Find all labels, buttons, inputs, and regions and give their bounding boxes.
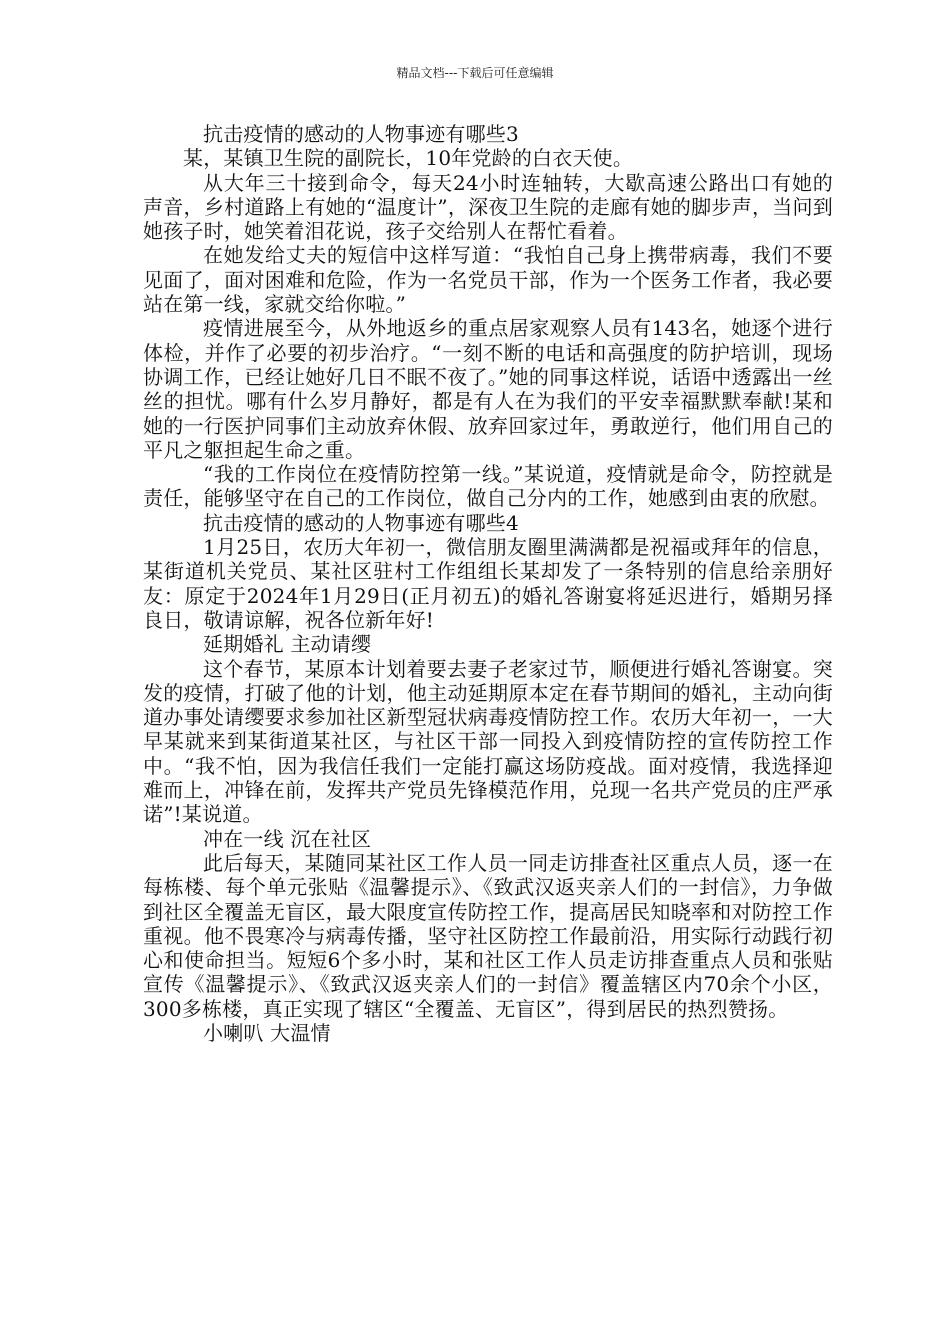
paragraph: 1月25日，农历大年初一，微信朋友圈里满满都是祝福或拜年的信息，某街道机关党员、某社区驻村工作组组长某却发了一条特别的信息给亲朋好友：原定于2024年1月29日(正月初五)的婚礼答谢宴将延迟进行，婚期另择良日，敬请谅解，祝各位新年好! bbox=[143, 535, 833, 632]
subheading: 小喇叭 大温情 bbox=[203, 1020, 331, 1045]
document-body bbox=[143, 122, 833, 1045]
page-header: 精品文档---下载后可任意编辑 bbox=[396, 66, 554, 80]
subheading: 冲在一线 沉在社区 bbox=[203, 826, 372, 851]
paragraph: 从大年三十接到命令，每天24小时连轴转，大歇高速公路出口有她的声音，乡村道路上有她的“温度计”，深夜卫生院的走廊有她的脚步声，当问到她孩子时，她笑着泪花说，孩子交给别人在帮忙看着。 bbox=[143, 170, 833, 244]
paragraph: 某，某镇卫生院的副院长，10年党龄的白衣天使。 bbox=[183, 146, 634, 171]
section-title-3: 抗击疫情的感动的人物事迹有哪些3 bbox=[203, 122, 519, 146]
paragraph: 此后每天，某随同某社区工作人员一同走访排查社区重点人员，逐一在每栋楼、每个单元张贴《温馨提示》、《致武汉返夹亲人们的一封信》，力争做到社区全覆盖无盲区，最大限度宣传防控工作，提高居民知晓率和对防控工作重视。他不畏寒冷与病毒传播，坚守社区防控工作最前沿，用实际行动践行初心和使命担当。短短6个多小时，某和社区工作人员走访排查重点人员和张贴宣传《温馨提示》、《致武汉返夹亲人们的一封信》覆盖辖区内70余个小区，300多栋楼，真正实现了辖区“全覆盖、无盲区”，得到居民的热烈赞扬。 bbox=[143, 850, 833, 1021]
paragraph: 疫情进展至今，从外地返乡的重点居家观察人员有143名，她逐个进行体检，并作了必要的初步治疗。“一刻不断的电话和高强度的防护培训，现场协调工作，已经让她好几日不眠不夜了。”她的同事这样说，话语中透露出一丝丝的担忧。哪有什么岁月静好，都是有人在为我们的平安幸福默默奉献!某和她的一行医护同事们主动放弃休假、放弃回家过年，勇敢逆行，他们用自己的平凡之躯担起生命之重。 bbox=[143, 316, 833, 462]
paragraph: “我的工作岗位在疫情防控第一线。”某说道，疫情就是命令，防控就是责任，能够坚守在自己的工作岗位，做自己分内的工作，她感到由衷的欣慰。 bbox=[143, 462, 833, 511]
subheading: 延期婚礼 主动请缨 bbox=[203, 632, 372, 657]
section-title-4: 抗击疫情的感动的人物事迹有哪些4 bbox=[203, 510, 519, 535]
paragraph: 这个春节，某原本计划着要去妻子老家过节，顺便进行婚礼答谢宴。突发的疫情，打破了他的计划，他主动延期原本定在春节期间的婚礼，主动向街道办事处请缨要求参加社区新型冠状病毒疫情防控工作。农历大年初一，一大早某就来到某街道某社区，与社区干部一同投入到疫情防控的宣传防控工作中。“我不怕，因为我信任我们一定能打赢这场防疫战。面对疫情，我选择迎难而上，冲锋在前，发挥共产党员先锋模范作用，兑现一名共产党员的庄严承诺”!某说道。 bbox=[143, 656, 833, 827]
paragraph: 在她发给丈夫的短信中这样写道：“我怕自己身上携带病毒，我们不要见面了，面对困难和危险，作为一名党员干部，作为一个医务工作者，我必要站在第一线，家就交给你啦。” bbox=[143, 243, 833, 317]
